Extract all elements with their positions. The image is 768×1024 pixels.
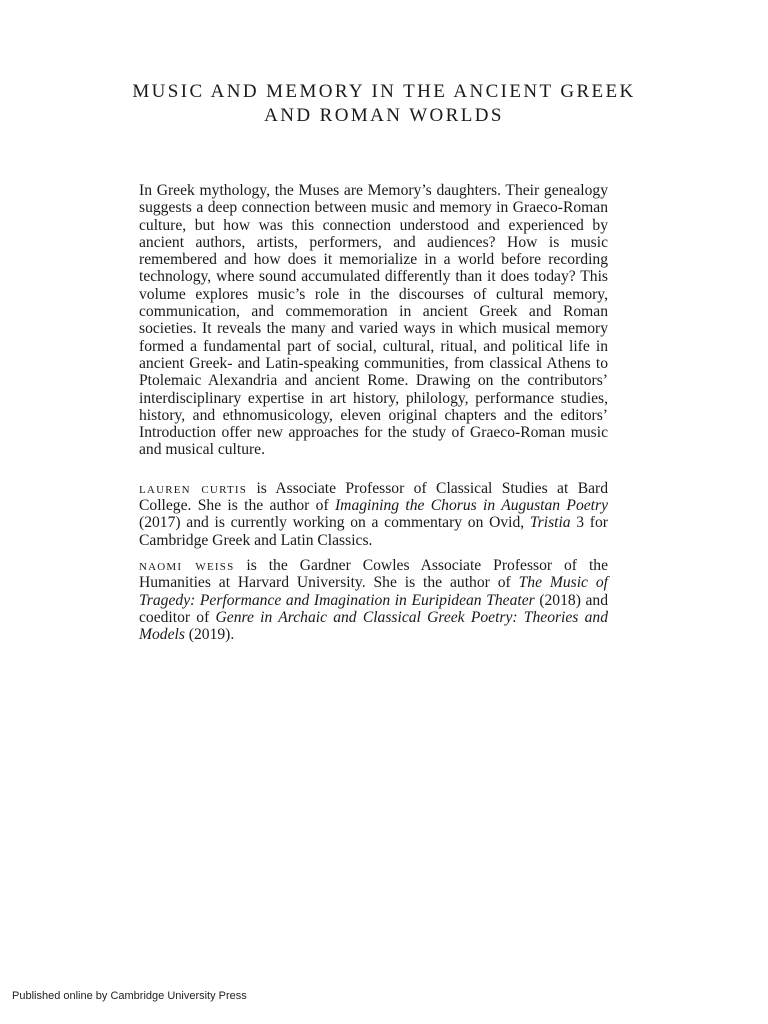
book-title <box>60 80 708 128</box>
book-title-italic: The Music of Tragedy: Performance and Imagination in Euripidean Theater <box>139 574 608 609</box>
bio-text: is Associate Professor of Classical Studies at Bard College. She is the author of <box>139 479 609 515</box>
bio-text: 3 for Cambridge Greek and Latin Classics. <box>139 514 608 549</box>
book-title-italic: Tristia <box>529 514 571 532</box>
bio-text: is the Gardner Cowles Associate Professor of the Humanities at Harvard University. She is the author of <box>139 556 608 592</box>
book-title-italic: Genre in Archaic and Classical Greek Poetry: Theories and Models <box>139 608 608 644</box>
author-name-weiss: naomi weiss <box>139 556 235 574</box>
bio-text: (2017) and is currently working on a commentary on Ovid, <box>139 514 530 532</box>
bio-text: (2018) and coeditor of <box>139 591 608 626</box>
bio-text: (2019). <box>184 626 235 644</box>
book-title-line-1: MUSIC AND MEMORY IN THE ANCIENT GREEK <box>132 81 636 102</box>
publisher-footer: Published online by Cambridge University Press <box>12 990 247 1002</box>
book-title-italic: Imagining the Chorus in Augustan Poetry <box>334 497 608 515</box>
author-name-curtis: lauren curtis <box>139 479 248 497</box>
author-bio-curtis <box>139 480 608 549</box>
book-description <box>139 182 608 651</box>
author-bio-weiss <box>139 557 608 643</box>
book-title-line-2: AND ROMAN WORLDS <box>264 105 504 126</box>
blurb-paragraph: In Greek mythology, the Muses are Memory’s daughters. Their genealogy suggests a deep connection between music and memory in Graeco-Roman culture, but how was this connection understood and experienced by ancient authors, artists, performers, and audiences? How is music remembered and how does it memorialize in a world before recording technology, where sound accumulated differently than it does today? This volume explores music’s role in the discourses of cultural memory, communication, and commemoration in ancient Greek and Roman societies. It reveals the many and varied ways in which musical memory formed a fundamental part of social, cultural, ritual, and political life in ancient Greek- and Latin-speaking communities, from classical Athens to Ptolemaic Alexandria and ancient Rome. Drawing on the contributors’ interdisciplinary expertise in art history, philology, performance studies, history, and ethnomusicology, eleven original chapters and the editors’ Introduction offer new approaches for the study of Graeco-Roman music and musical culture. <box>139 182 608 459</box>
